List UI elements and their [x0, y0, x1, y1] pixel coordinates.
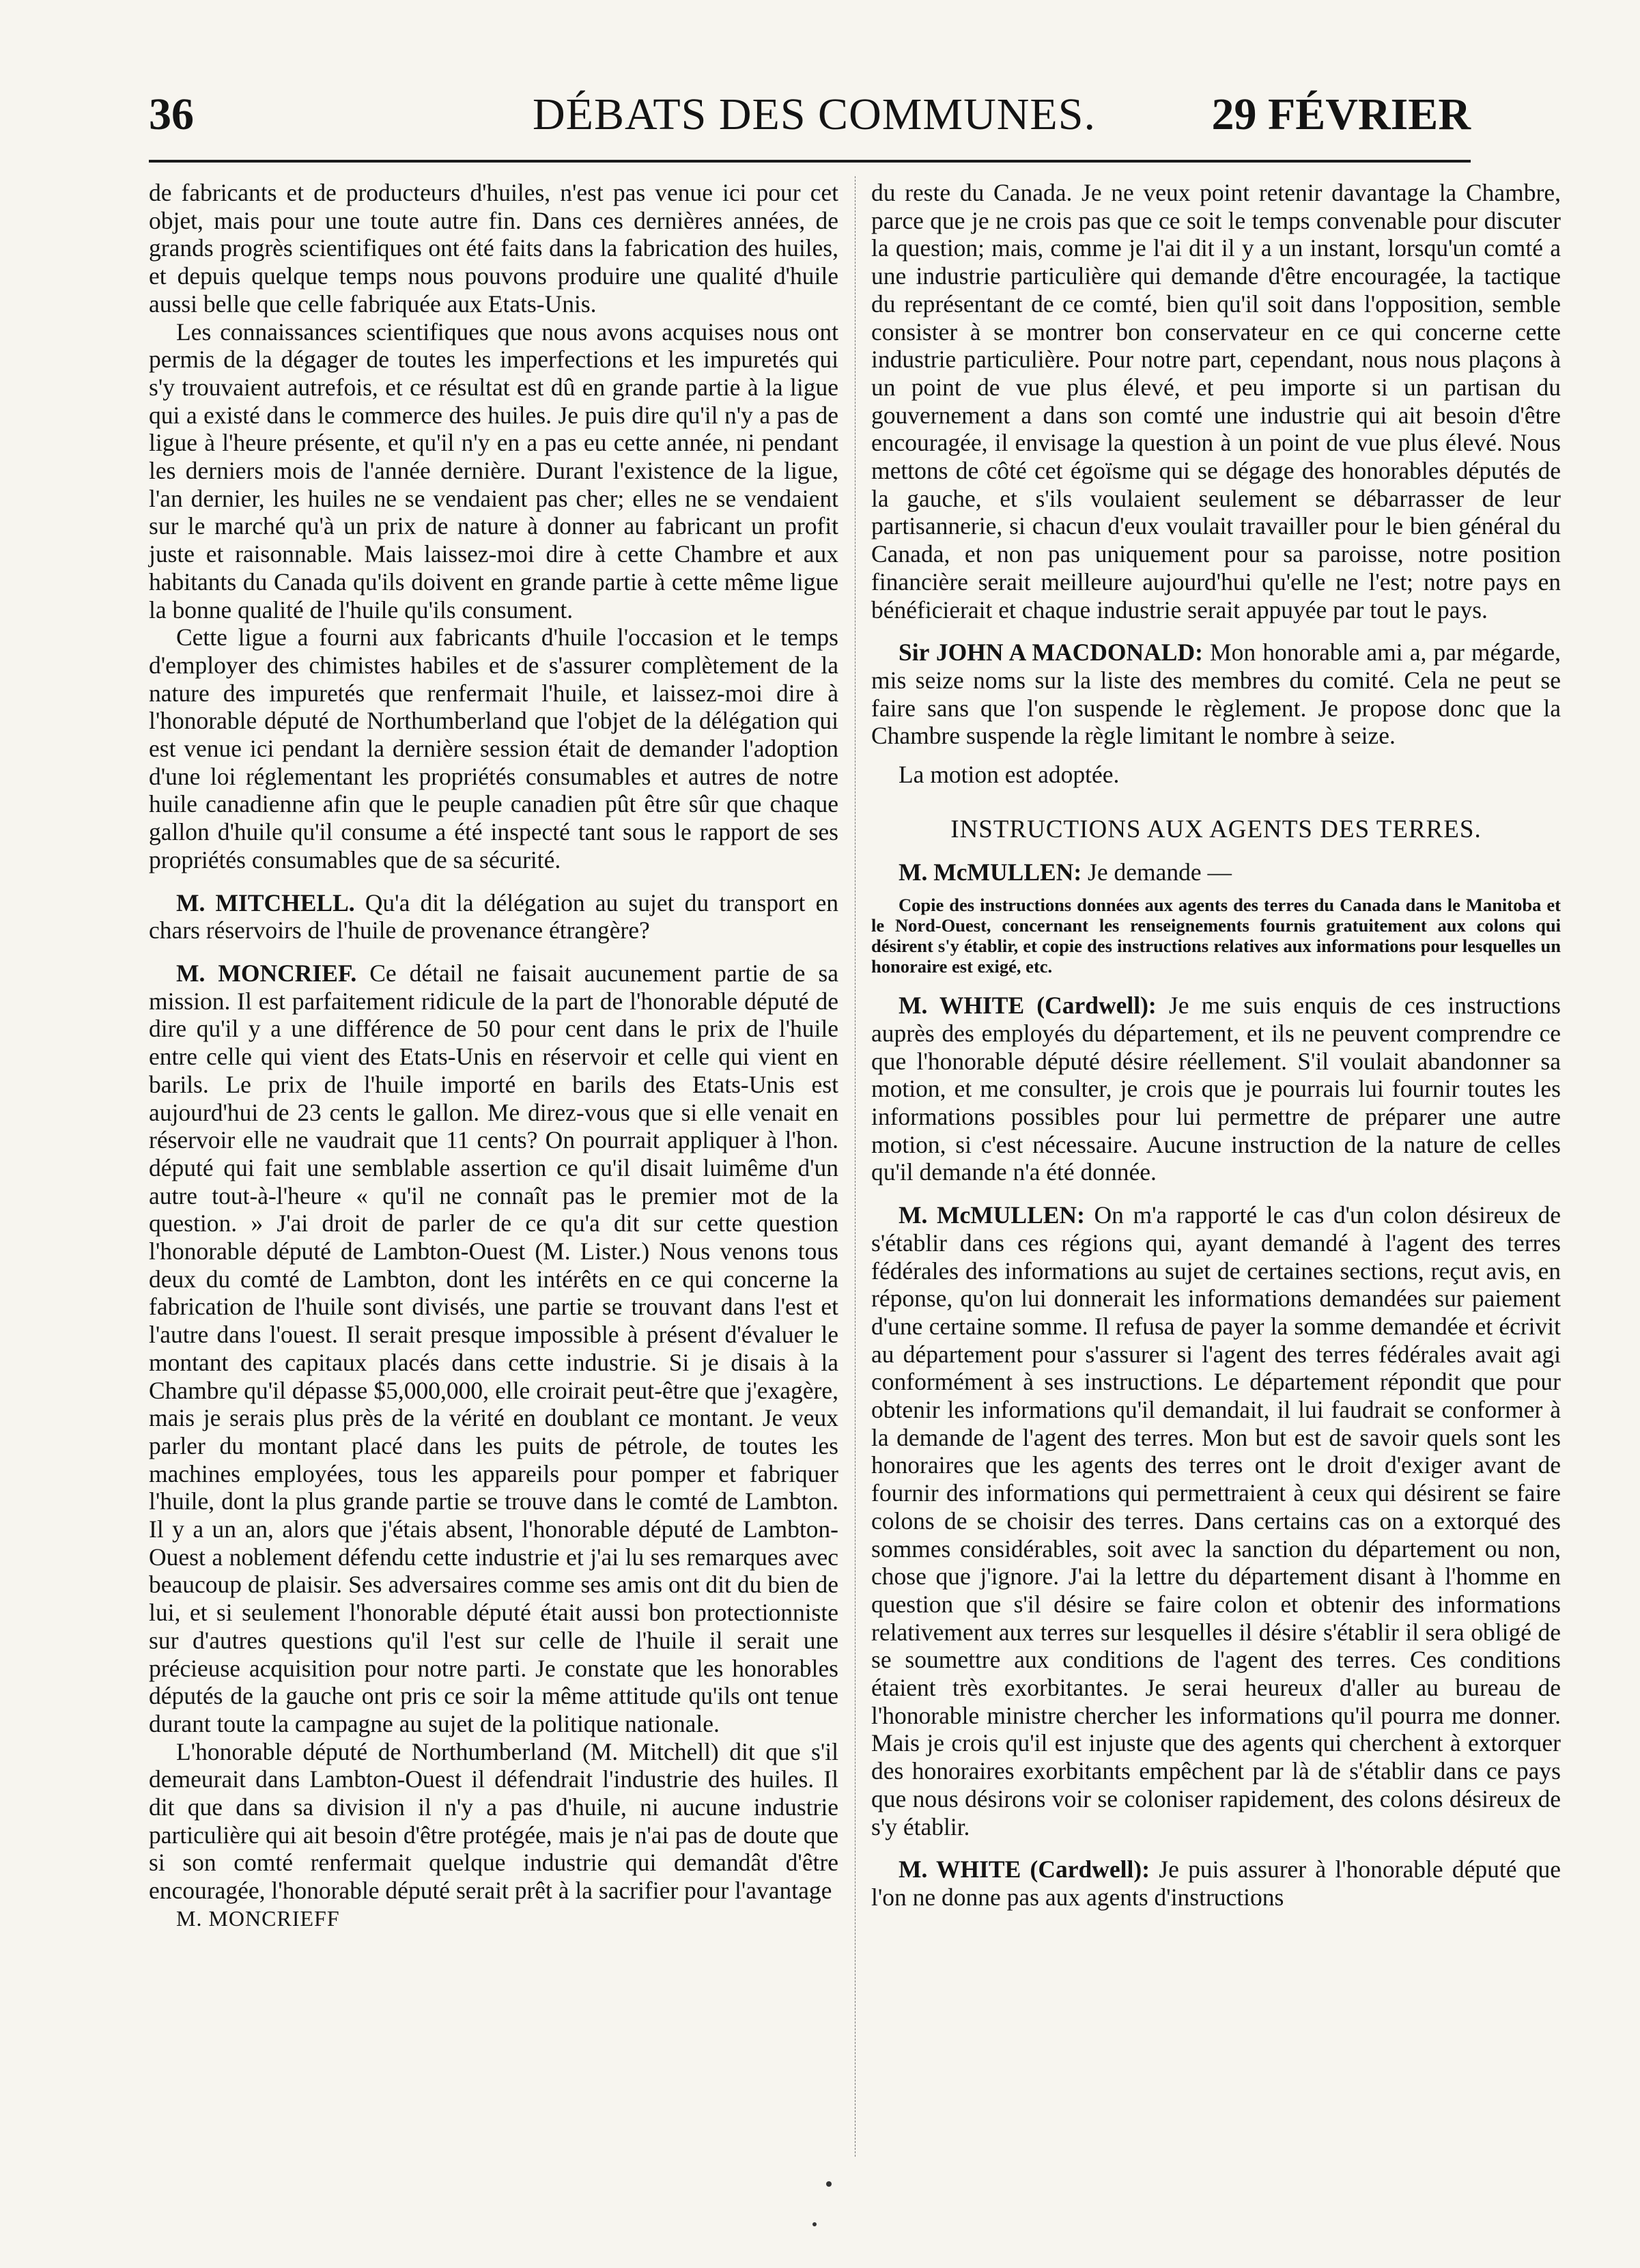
print-speck — [826, 2181, 832, 2187]
left-column — [149, 179, 838, 1933]
column-divider — [855, 176, 856, 2157]
speaker-name: M. WHITE (Cardwell): — [899, 1856, 1150, 1884]
motion-result: La motion est adoptée. — [899, 761, 1120, 789]
speaker-name: Sir JOHN A MACDONALD: — [899, 639, 1203, 667]
paragraph: de fabricants et de producteurs d'huiles, n'est pas venue ici pour cet objet, mais pour une toute autre fin. Dans ces dernières années, de grands progrès scientifiques ont été faits dans la fabrication des huiles, et depuis quelque temps nous pouvons produire une qualité d'huile aussi belle que celle fabriquée aux Etats-Unis. — [149, 179, 838, 318]
paragraph: Les connaissances scientifiques que nous avons acquises nous ont permis de la dégager de toutes les imperfections et les impuretés qui s'y trouvaient autrefois, et ce résultat est dû en grande partie à la ligue qui a existé dans le commerce des huiles. Je puis dire qu'il n'y a pas de ligue à l'heure présente, et qu'il n'y en a pas eu cette année, ni pendant les derniers mois de l'année dernière. Durant l'existence de la ligue, l'an dernier, les huiles ne se vendaient pas cher; elles ne se vendaient sur le marché qu'à un prix de nature à donner au fabricant un profit juste et raisonnable. Mais laissez-moi dire à cette Chambre et aux habitants du Canada qu'ils doivent en grande partie à cette même ligue la bonne qualité de l'huile qu'ils consument. — [149, 318, 838, 624]
right-column — [871, 179, 1561, 1912]
page-date: 29 FÉVRIER — [1211, 89, 1471, 139]
speech — [871, 858, 1561, 886]
speech-text: Je demande — — [1088, 858, 1232, 886]
paragraph: du reste du Canada. Je ne veux point retenir davantage la Chambre, parce que je ne crois pas que ce soit le temps convenable pour discuter la question; mais, comme je l'ai dit il y a un instant, lorsqu'un comté a une industrie particulière qui demande d'être encouragée, la tactique du représentant de ce comté, bien qu'il soit dans l'opposition, semble consister à se montrer bon conservateur en ce qui concerne cette industrie particulière. Pour notre part, cependant, nous nous plaçons à un point de vue plus élevé, et peu importe si un partisan du gouvernement a dans son comté une industrie qui ait besoin d'être encouragée, il envisage la question à un point de vue plus élevé. Nous mettons de côté cet égoïsme qui se dégage des honorables députés de la gauche, et s'ils voulaient seulement se débarrasser de leur partisannerie, si chacun d'eux voulait travailler pour le bien général du Canada, et non pas uniquement pour sa paroisse, notre position financière serait meilleure aujourd'hui qu'elle ne l'est; notre pays en bénéficierait et chaque industrie serait appuyée par tout le pays. — [871, 179, 1561, 624]
header-rule — [149, 160, 1471, 163]
speech — [149, 960, 838, 1738]
speech — [871, 992, 1561, 1186]
page-signature: M. MONCRIEFF — [176, 1905, 340, 1931]
speech — [149, 889, 838, 944]
speech — [871, 639, 1561, 750]
speech — [871, 1856, 1561, 1911]
paragraph: L'honorable député de Northumberland (M. Mitchell) dit que s'il demeurait dans Lambton-Ouest il défendrait l'industrie des huiles. Il dit que dans sa division il n'y a pas d'huile, ni aucune industrie particulière qui ait besoin d'être protégée, mais je n'ai pas de doute que si son comté renfermait quelque industrie qui demandât d'être encouragée, l'honorable député serait prêt à la sacrifier pour l'avantage — [149, 1737, 838, 1905]
speaker-name: M. WHITE (Cardwell): — [899, 992, 1157, 1020]
speech-text: Je me suis enquis de ces instructions auprès des employés du département, et ils ne peuvent comprendre ce que l'honorable député désire réellement. S'il voulait abandonner sa motion, et me consulter, je crois que je pourrais lui fournir toutes les informations possibles pour lui permettre de préparer une autre motion, si c'est nécessaire. Aucune instruction de la nature de celles qu'il demande n'a été donnée. — [871, 992, 1561, 1186]
speaker-name: M. MONCRIEF. — [176, 959, 357, 987]
paragraph: Cette ligue a fourni aux fabricants d'huile l'occasion et le temps d'employer des chimistes habiles et de s'assurer complètement de la nature des impuretés que renfermait l'huile, et laissez-moi dire à l'honorable député de Northumberland que l'objet de la délégation qui est venue ici pendant la dernière session était de demander l'adoption d'une loi réglementant les propriétés consumables et autres de notre huile canadienne afin que le peuple canadien pût être sûr que chaque gallon d'huile qu'il consume a été inspecté tant sous le rapport de ses propriétés consumables que de sa sécurité. — [149, 624, 838, 873]
speech-text: Ce détail ne faisait aucunement partie de sa mission. Il est parfaitement ridicule de la part de l'honorable député de dire qu'il y a une différence de 50 pour cent dans le prix de l'huile entre celle qui vient des Etats-Unis en réservoir et celle qui vient en barils. Le prix de l'huile importé en barils des Etats-Unis est aujourd'hui de 23 cents le gallon. Me direz-vous que si elle venait en réservoir elle ne vaudrait que 11 cents? On pourrait appliquer à l'hon. député qui fait une semblable assertion ce qu'il disait luimême d'un autre tout-à-l'heure « qu'il ne connaît pas le premier mot de la question. » J'ai droit de parler de ce qu'a dit sur cette question l'honorable député de Lambton-Ouest (M. Lister.) Nous venons tous deux du comté de Lambton, dont les intérêts en ce qui concerne la fabrication de l'huile sont divisés, une partie se trouvant dans l'est et l'autre dans l'ouest. Il serait presque impossible à présent d'évaluer le montant des capitaux placés dans cette industrie. Si je disais à la Chambre qu'il dépasse $5,000,000, elle croirait peut-être que j'exagère, mais je serais plus près de la vérité en doublant ce montant. Je veux parler du montant placé dans les puits de pétrole, de toutes les machines employées, tous les appareils pour pomper et fabriquer l'huile, dont la plus grande partie se trouve dans le comté de Lambton. Il y a un an, alors que j'étais absent, l'honorable député de Lambton-Ouest a noblement défendu cette industrie et j'ai lu ses remarques avec beaucoup de plaisir. Ses adversaires comme ses amis ont dit du bien de lui, et si seulement l'honorable député était aussi bon protectionniste sur d'autres questions qu'il l'est sur celle de l'huile il serait une précieuse acquisition pour notre parti. Je constate que les honorables députés de la gauche ont pris ce soir la même attitude qu'ils ont tenue durant toute la campagne au sujet de la politique nationale. — [149, 959, 838, 1737]
print-speck — [812, 2222, 817, 2226]
page-number: 36 — [149, 89, 194, 139]
speech-text: On m'a rapporté le cas d'un colon désireux de s'établir dans ces régions qui, ayant demandé à l'agent des terres fédérales des informations au sujet de certaines sections, reçut avis, en réponse, qu'on lui donnerait les informations demandées sur paiement d'une certaine somme. Il refusa de payer la somme demandée et écrivit au département pour s'assurer si l'agent des terres fédérales avait agi conformément à ses instructions. Le département répondit que pour obtenir les informations qu'il demandait, il lui faudrait se conformer à la demande de l'agent des terres. Mon but est de savoir quels sont les honoraires que les agents des terres ont le droit d'exiger avant de fournir des informations qui permettraient à ceux qui désirent se faire colons de se choisir des terres. Dans certains cas on a extorqué des sommes considérables, soit avec la sanction du département ou non, chose que j'ignore. J'ai la lettre du département disant à l'homme en question que s'il désire se faire colon et obtenir des informations relativement aux terres sur lesquelles il désire s'établir il sera obligé de se soumettre aux conditions de l'agent des terres. Ces conditions étaient très exorbitantes. Je serai heureux d'aller au bureau de l'honorable ministre chercher les informations qu'il pourra me donner. Mais je crois qu'il est injuste que des agents qui cherchent à extorquer des honoraires exorbitants empêchent par là de s'établir dans ce pays que nous désirons voir se coloniser rapidement, des colons désireux de s'y établir. — [871, 1201, 1561, 1840]
speech-text: Qu'a dit la délégation au sujet du transport en chars réservoirs de l'huile de provenance étrangère? — [149, 888, 839, 944]
section-heading: INSTRUCTIONS AUX AGENTS DES TERRES. — [950, 815, 1482, 843]
motion-text: Copie des instructions données aux agents des terres du Canada dans le Manitoba et le Nord-Ouest, concernant les renseignements fournis gratuitement aux colons qui désirent s'y établir, et copie des instructions relatives aux informations pour lesquelles un honoraire est exigé, etc. — [871, 895, 1561, 977]
speech-text: Mon honorable ami a, par mégarde, mis seize noms sur la liste des membres du comité. Cela ne peut se faire sans que l'on suspende le règlement. Je propose donc que la Chambre suspende la règle limitant le nombre à seize. — [871, 639, 1561, 750]
page-title: DÉBATS DES COMMUNES. — [533, 89, 1096, 139]
speech — [871, 1201, 1561, 1840]
speaker-name: M. McMULLEN: — [899, 858, 1082, 886]
speaker-name: M. McMULLEN: — [899, 1201, 1085, 1229]
speech-text: Je puis assurer à l'honorable député que l'on ne donne pas aux agents d'instructions — [871, 1856, 1561, 1911]
speaker-name: M. MITCHELL. — [176, 888, 355, 916]
